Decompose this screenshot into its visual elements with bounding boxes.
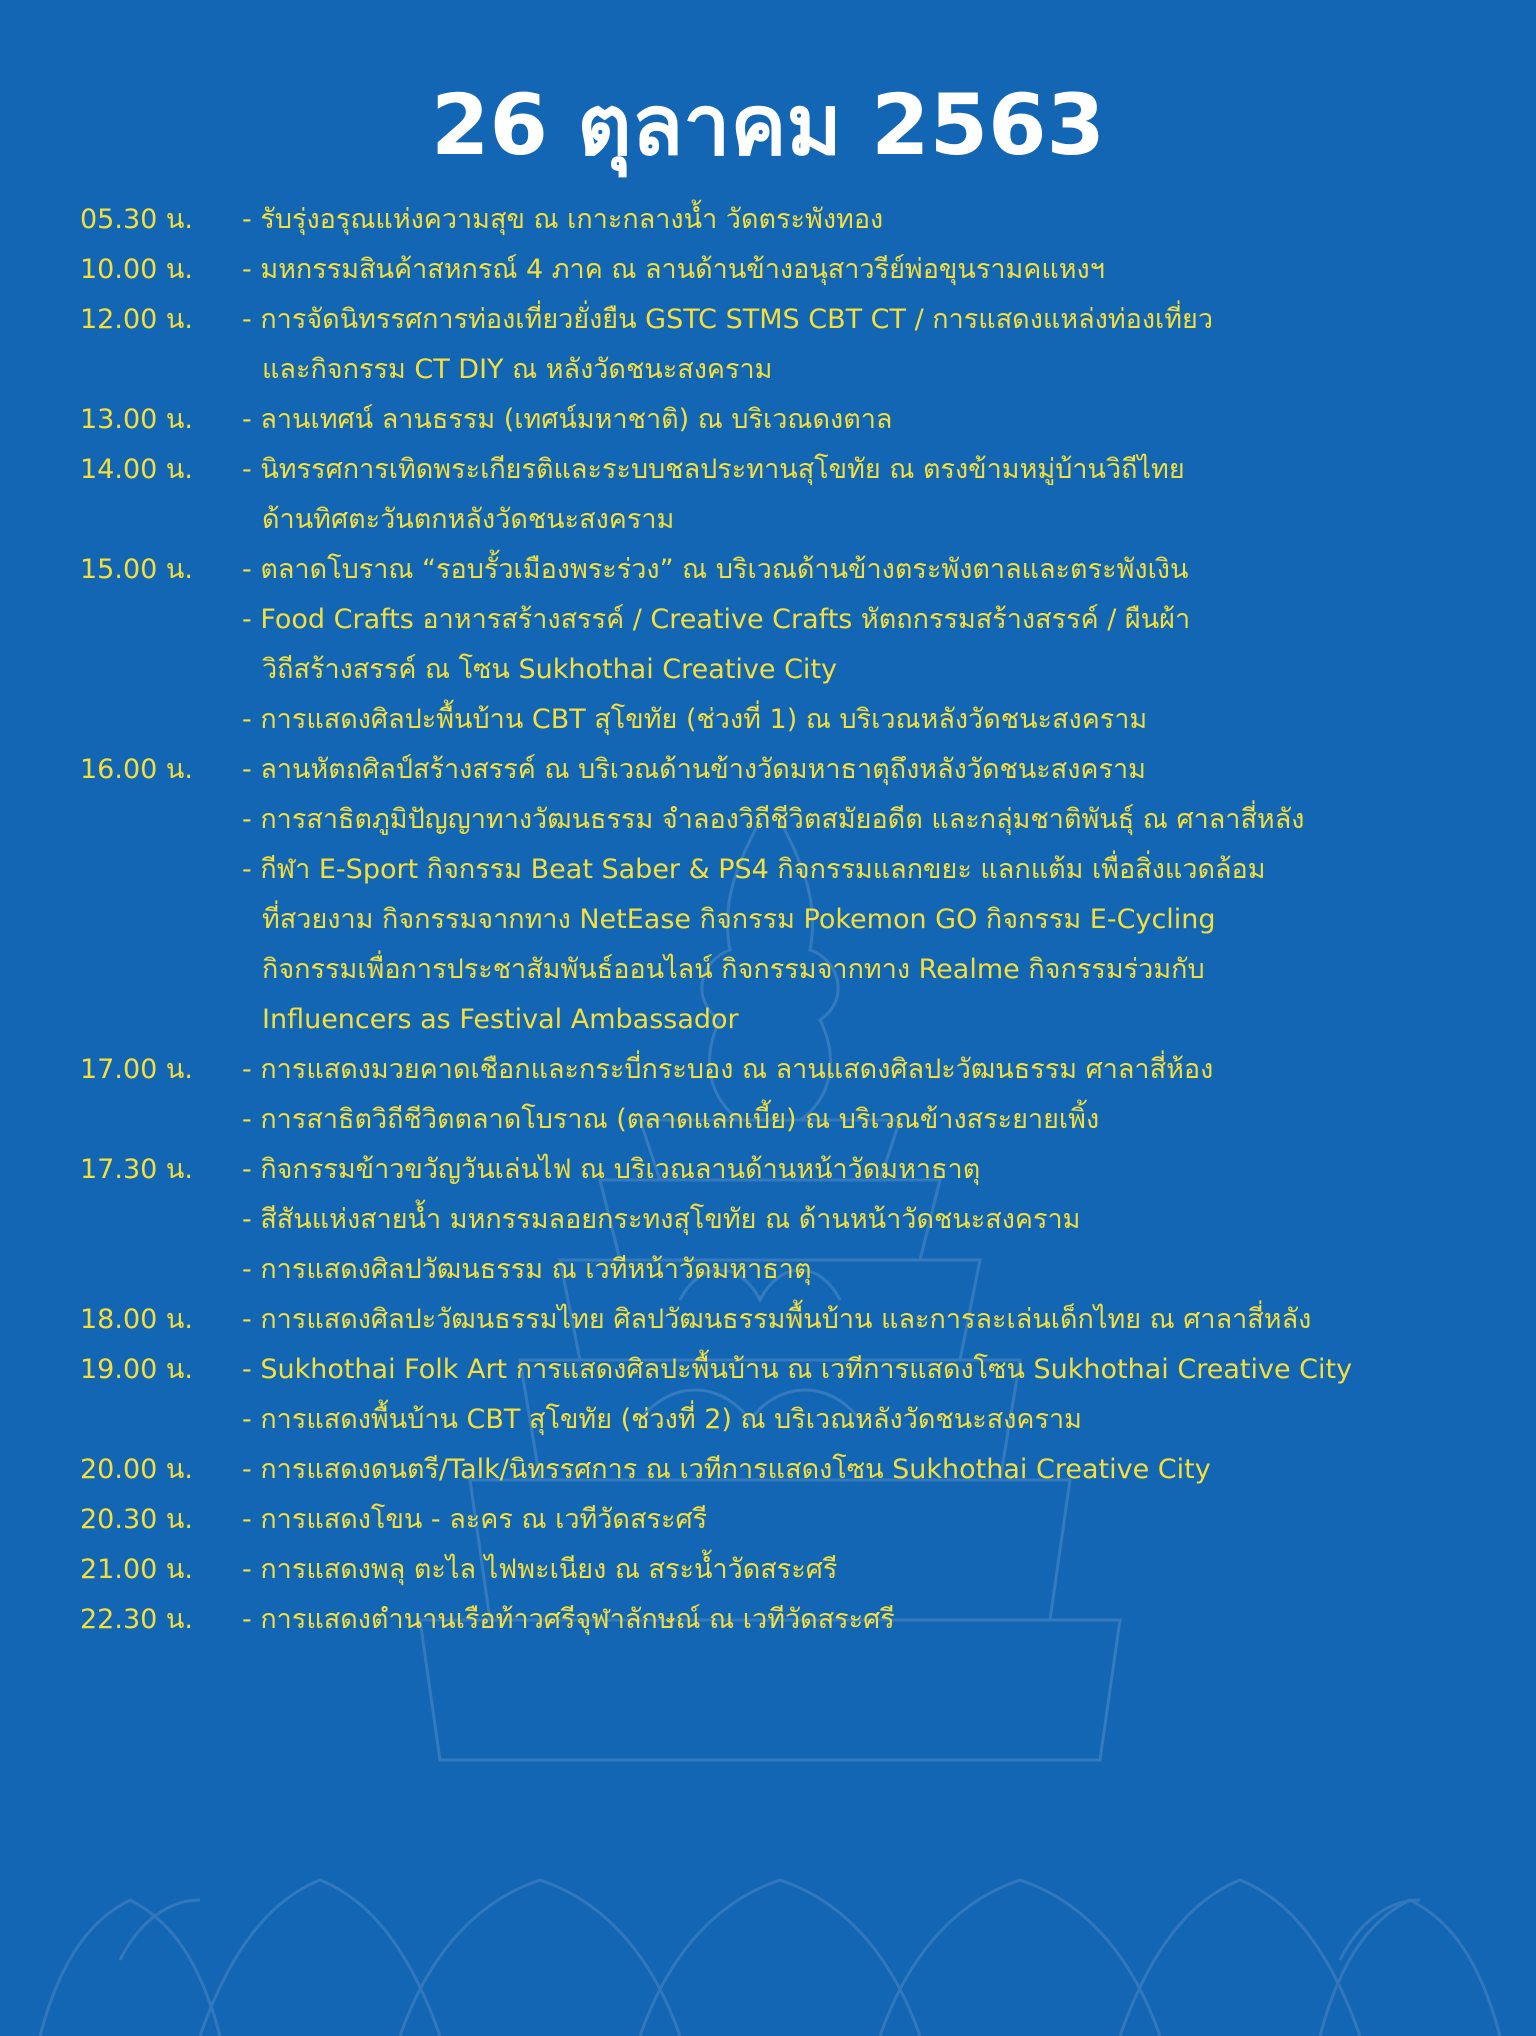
- schedule-list: [80, 195, 1520, 1645]
- schedule-text: ด้านทิศตะวันตกหลังวัดชนะสงคราม: [262, 504, 675, 535]
- schedule-text: - การแสดงศิลปะวัฒนธรรมไทย ศิลปวัฒนธรรมพื้นบ้าน และการละเล่นเด็กไทย ณ ศาลาสี่หลัง: [242, 1304, 1312, 1335]
- schedule-time: 20.30 น.: [80, 1504, 193, 1535]
- schedule-time: 18.00 น.: [80, 1304, 193, 1335]
- schedule-row: [80, 1045, 1520, 1095]
- schedule-text: และกิจกรรม CT DIY ณ หลังวัดชนะสงคราม: [262, 354, 773, 385]
- schedule-time: 05.30 น.: [80, 204, 193, 235]
- schedule-text: - การแสดงตำนานเรือท้าวศรีจุฬาลักษณ์ ณ เวทีวัดสระศรี: [242, 1604, 895, 1635]
- schedule-text: - กีฬา E-Sport กิจกรรม Beat Saber & PS4 กิจกรรมแลกขยะ แลกแต้ม เพื่อสิ่งแวดล้อม: [242, 854, 1266, 885]
- schedule-time: 10.00 น.: [80, 254, 193, 285]
- schedule-row: [80, 1245, 1520, 1295]
- schedule-time: 15.00 น.: [80, 554, 193, 585]
- schedule-row: [80, 1495, 1520, 1545]
- schedule-text: - ลานเทศน์ ลานธรรม (เทศน์มหาชาติ) ณ บริเวณดงตาล: [242, 404, 893, 435]
- schedule-text: - การแสดงโขน - ละคร ณ เวทีวัดสระศรี: [242, 1504, 708, 1535]
- schedule-text: - มหกรรมสินค้าสหกรณ์ 4 ภาค ณ ลานด้านข้างอนุสาวรีย์พ่อขุนรามคแหงฯ: [242, 254, 1105, 285]
- schedule-text: - Sukhothai Folk Art การแสดงศิลปะพื้นบ้าน ณ เวทีการแสดงโซน Sukhothai Creative City: [242, 1354, 1353, 1385]
- schedule-row: [80, 1295, 1520, 1345]
- schedule-time: 17.00 น.: [80, 1054, 193, 1085]
- schedule-row: [80, 845, 1520, 895]
- schedule-row: [80, 895, 1520, 945]
- schedule-time: 22.30 น.: [80, 1604, 193, 1635]
- schedule-text: วิถีสร้างสรรค์ ณ โซน Sukhothai Creative City: [262, 654, 838, 685]
- schedule-text: - สีสันแห่งสายน้ำ มหกรรมลอยกระทงสุโขทัย ณ ด้านหน้าวัดชนะสงคราม: [242, 1204, 1081, 1235]
- schedule-row: [80, 1095, 1520, 1145]
- schedule-row: [80, 495, 1520, 545]
- schedule-row: [80, 1345, 1520, 1395]
- schedule-time: 16.00 น.: [80, 754, 193, 785]
- schedule-text: - นิทรรศการเทิดพระเกียรติและระบบชลประทานสุโขทัย ณ ตรงข้ามหมู่บ้านวิถีไทย: [242, 454, 1185, 485]
- schedule-row: [80, 595, 1520, 645]
- schedule-text: - การแสดงศิลปวัฒนธรรม ณ เวทีหน้าวัดมหาธาตุ: [242, 1254, 812, 1285]
- schedule-time: 12.00 น.: [80, 304, 193, 335]
- schedule-text: - กิจกรรมข้าวขวัญวันเล่นไฟ ณ บริเวณลานด้านหน้าวัดมหาธาตุ: [242, 1154, 981, 1185]
- schedule-text: - รับรุ่งอรุณแห่งความสุข ณ เกาะกลางน้ำ วัดตระพังทอง: [242, 204, 884, 235]
- schedule-row: [80, 795, 1520, 845]
- schedule-text: - การสาธิตภูมิปัญญาทางวัฒนธรรม จำลองวิถีชีวิตสมัยอดีต และกลุ่มชาติพันธุ์ ณ ศาลาสี่หลัง: [242, 804, 1305, 835]
- schedule-text: - การแสดงพื้นบ้าน CBT สุโขทัย (ช่วงที่ 2) ณ บริเวณหลังวัดชนะสงคราม: [242, 1404, 1082, 1435]
- schedule-text: - การแสดงมวยคาดเชือกและกระบี่กระบอง ณ ลานแสดงศิลปะวัฒนธรรม ศาลาสี่ห้อง: [242, 1054, 1214, 1085]
- schedule-row: [80, 1195, 1520, 1245]
- schedule-row: [80, 645, 1520, 695]
- schedule-row: [80, 745, 1520, 795]
- schedule-time: 21.00 น.: [80, 1554, 193, 1585]
- schedule-row: [80, 445, 1520, 495]
- schedule-text: - การสาธิตวิถีชีวิตตลาดโบราณ (ตลาดแลกเบี้ย) ณ บริเวณข้างสระยายเพิ้ง: [242, 1104, 1100, 1135]
- schedule-time: 19.00 น.: [80, 1354, 193, 1385]
- schedule-row: [80, 1545, 1520, 1595]
- schedule-row: [80, 1395, 1520, 1445]
- schedule-time: 17.30 น.: [80, 1154, 193, 1185]
- schedule-text: Influencers as Festival Ambassador: [262, 1004, 739, 1035]
- schedule-row: [80, 995, 1520, 1045]
- schedule-row: [80, 1595, 1520, 1645]
- schedule-text: - ลานหัตถศิลป์สร้างสรรค์ ณ บริเวณด้านข้างวัดมหาธาตุถึงหลังวัดชนะสงคราม: [242, 754, 1146, 785]
- schedule-time: 14.00 น.: [80, 454, 193, 485]
- schedule-row: [80, 1145, 1520, 1195]
- schedule-time: 13.00 น.: [80, 404, 193, 435]
- schedule-text: - การแสดงศิลปะพื้นบ้าน CBT สุโขทัย (ช่วงที่ 1) ณ บริเวณหลังวัดชนะสงคราม: [242, 704, 1148, 735]
- schedule-text: - ตลาดโบราณ “รอบรั้วเมืองพระร่วง” ณ บริเวณด้านข้างตระพังตาลและตระพังเงิน: [242, 554, 1189, 585]
- schedule-row: [80, 1445, 1520, 1495]
- schedule-text: - การจัดนิทรรศการท่องเที่ยวยั่งยืน GSTC STMS CBT CT / การแสดงแหล่งท่องเที่ยว: [242, 304, 1214, 335]
- schedule-row: [80, 245, 1520, 295]
- schedule-row: [80, 695, 1520, 745]
- schedule-text: - การแสดงพลุ ตะไล ไฟพะเนียง ณ สระน้ำวัดสระศรี: [242, 1554, 838, 1585]
- schedule-row: [80, 945, 1520, 995]
- schedule-row: [80, 295, 1520, 345]
- schedule-row: [80, 345, 1520, 395]
- schedule-text: ที่สวยงาม กิจกรรมจากทาง NetEase กิจกรรม Pokemon GO กิจกรรม E-Cycling: [262, 904, 1216, 935]
- page-title: 26 ตุลาคม 2563: [431, 76, 1105, 174]
- schedule-row: [80, 395, 1520, 445]
- schedule-row: [80, 195, 1520, 245]
- schedule-time: 20.00 น.: [80, 1454, 193, 1485]
- schedule-text: กิจกรรมเพื่อการประชาสัมพันธ์ออนไลน์ กิจกรรมจากทาง Realme กิจกรรมร่วมกับ: [262, 954, 1205, 985]
- schedule-text: - Food Crafts อาหารสร้างสรรค์ / Creative Crafts หัตถกรรมสร้างสรรค์ / ผืนผ้า: [242, 604, 1191, 635]
- schedule-row: [80, 545, 1520, 595]
- schedule-text: - การแสดงดนตรี/Talk/นิทรรศการ ณ เวทีการแสดงโซน Sukhothai Creative City: [242, 1454, 1211, 1485]
